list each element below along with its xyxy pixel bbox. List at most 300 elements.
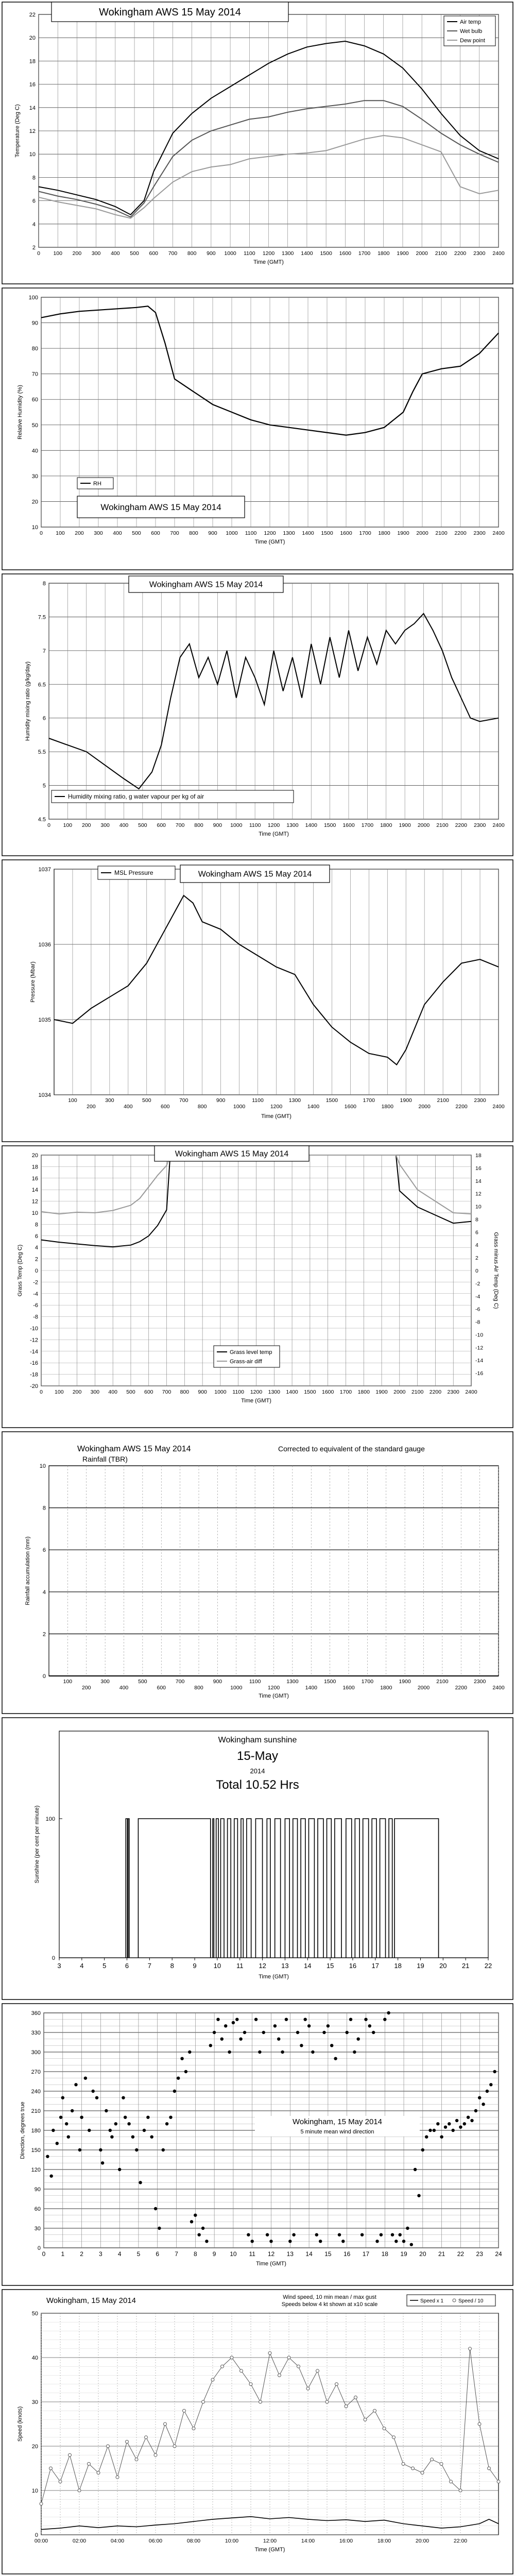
x-tick-label: 3 bbox=[99, 2250, 102, 2258]
direction-point bbox=[346, 2031, 349, 2034]
gust-point bbox=[431, 2458, 434, 2461]
x-tick-label: 1000 bbox=[230, 822, 243, 828]
y-tick-label: 150 bbox=[31, 2147, 41, 2154]
direction-point bbox=[428, 2129, 432, 2132]
x-tick-label: 1100 bbox=[245, 530, 257, 536]
y2-tick-label: -14 bbox=[475, 1358, 484, 1364]
direction-point bbox=[319, 2240, 322, 2243]
x-tick-label: 200 bbox=[81, 822, 91, 828]
x-tick-label: 1800 bbox=[380, 822, 392, 828]
x-tick-label: 100 bbox=[55, 1389, 64, 1395]
gust-point bbox=[306, 2387, 310, 2390]
direction-point bbox=[169, 2116, 172, 2119]
mixing-ratio-chart bbox=[0, 572, 515, 858]
y-tick-label: 2 bbox=[35, 1256, 38, 1263]
x-tick-label: 400 bbox=[111, 250, 120, 257]
direction-point bbox=[315, 2233, 318, 2236]
legend-label: Grass-air diff bbox=[230, 1359, 262, 1365]
x-tick-label: 12:00 bbox=[263, 2538, 277, 2544]
x-tick-label: 1800 bbox=[357, 1389, 370, 1395]
gust-point bbox=[411, 2467, 415, 2470]
y-axis-label: Rainfall accumulation (mm) bbox=[25, 1536, 31, 1605]
direction-point bbox=[220, 2038, 224, 2041]
direction-point bbox=[486, 2090, 489, 2093]
x-tick-label: 1900 bbox=[397, 530, 409, 536]
x-tick-label: 700 bbox=[179, 1097, 188, 1104]
x-tick-label: 2200 bbox=[429, 1389, 442, 1395]
direction-point bbox=[92, 2090, 95, 2093]
gust-point bbox=[221, 2365, 224, 2368]
x-tick-label: 19 bbox=[417, 1962, 424, 1970]
y-tick-label: 60 bbox=[31, 397, 38, 403]
direction-point bbox=[269, 2240, 272, 2243]
wind-direction-chart bbox=[0, 2002, 515, 2287]
direction-point bbox=[71, 2109, 74, 2112]
direction-point bbox=[188, 2050, 191, 2054]
x-tick-label: 2200 bbox=[455, 1685, 467, 1691]
chart-note: Wind speed, 10 min mean / max gust bbox=[283, 2294, 376, 2300]
x-tick-label: 21 bbox=[438, 2250, 445, 2258]
legend-label: Grass level temp bbox=[230, 1349, 272, 1355]
gust-point bbox=[316, 2369, 319, 2372]
y-tick-label: 360 bbox=[31, 2010, 41, 2016]
x-tick-label: 200 bbox=[72, 250, 82, 257]
x-tick-label: 1700 bbox=[358, 250, 371, 257]
x-axis-label: Time (GMT) bbox=[259, 1974, 289, 1980]
gust-point bbox=[364, 2418, 367, 2421]
x-tick-label: 24 bbox=[495, 2250, 502, 2258]
direction-point bbox=[258, 2050, 261, 2054]
x-tick-label: 1700 bbox=[363, 1097, 375, 1104]
x-tick-label: 700 bbox=[162, 1389, 171, 1395]
y-tick-label: 60 bbox=[34, 2206, 41, 2212]
x-tick-label: 1700 bbox=[339, 1389, 352, 1395]
x-tick-label: 1900 bbox=[399, 822, 411, 828]
x-tick-label: 700 bbox=[175, 1679, 185, 1685]
x-tick-label: 19 bbox=[400, 2250, 407, 2258]
x-tick-label: 1200 bbox=[262, 250, 275, 257]
y-tick-label: 16 bbox=[29, 81, 36, 88]
gust-point bbox=[450, 2480, 453, 2483]
x-tick-label: 1300 bbox=[282, 250, 294, 257]
gust-point bbox=[392, 2436, 396, 2439]
gust-point bbox=[107, 2445, 110, 2448]
chart-title: Wokingham AWS 15 May 2014 bbox=[100, 502, 221, 512]
direction-point bbox=[78, 2148, 81, 2151]
direction-point bbox=[463, 2122, 466, 2125]
x-tick-label: 2100 bbox=[435, 250, 448, 257]
y-tick-label: 10 bbox=[31, 2488, 38, 2494]
x-tick-label: 1900 bbox=[397, 250, 409, 257]
x-tick-label: 2300 bbox=[473, 822, 486, 828]
direction-point bbox=[139, 2181, 142, 2184]
y-tick-label: -18 bbox=[30, 1371, 38, 1378]
direction-point bbox=[402, 2240, 405, 2243]
y-tick-label: 40 bbox=[31, 2355, 38, 2361]
x-tick-label: 1 bbox=[61, 2250, 65, 2258]
x-tick-label: 900 bbox=[213, 822, 222, 828]
y-tick-label: 5 bbox=[42, 783, 46, 789]
gust-point bbox=[68, 2453, 72, 2456]
gust-point bbox=[421, 2471, 424, 2475]
x-tick-label: 600 bbox=[160, 1104, 170, 1110]
direction-point bbox=[436, 2122, 439, 2125]
x-tick-label: 1300 bbox=[286, 1679, 299, 1685]
y-tick-label: 300 bbox=[31, 2049, 41, 2056]
legend-label: RH bbox=[93, 481, 101, 487]
x-tick-label: 600 bbox=[144, 1389, 153, 1395]
x-tick-label: 300 bbox=[90, 1389, 100, 1395]
direction-point bbox=[56, 2142, 59, 2145]
direction-point bbox=[482, 2103, 485, 2106]
direction-point bbox=[251, 2240, 254, 2243]
y-tick-label: 50 bbox=[31, 422, 38, 429]
gust-point bbox=[97, 2471, 100, 2475]
direction-point bbox=[399, 2233, 402, 2236]
gust-point bbox=[183, 2409, 186, 2412]
rainfall-chart bbox=[0, 1430, 515, 1716]
y-tick-label: 80 bbox=[31, 346, 38, 352]
x-tick-label: 00:00 bbox=[34, 2538, 48, 2544]
y2-tick-label: 0 bbox=[475, 1268, 478, 1274]
x-tick-label: 1900 bbox=[400, 1097, 412, 1104]
direction-point bbox=[50, 2175, 53, 2178]
direction-point bbox=[417, 2194, 420, 2197]
direction-point bbox=[52, 2129, 55, 2132]
x-tick-label: 700 bbox=[170, 530, 179, 536]
gust-point bbox=[173, 2445, 176, 2448]
y-tick-label: 6 bbox=[42, 715, 46, 722]
x-axis-label: Time (GMT) bbox=[241, 1398, 271, 1404]
y-tick-label: 30 bbox=[31, 473, 38, 480]
x-tick-label: 900 bbox=[207, 250, 216, 257]
x-tick-label: 10 bbox=[230, 2250, 237, 2258]
y2-tick-label: -12 bbox=[475, 1345, 484, 1351]
gust-point bbox=[40, 2502, 43, 2505]
y2-tick-label: 10 bbox=[475, 1204, 482, 1210]
gust-point bbox=[402, 2462, 405, 2465]
x-tick-label: 02:00 bbox=[72, 2538, 87, 2544]
y-tick-label: 14 bbox=[29, 105, 36, 111]
y-tick-label: 40 bbox=[31, 448, 38, 454]
gust-point bbox=[240, 2369, 243, 2372]
x-tick-label: 100 bbox=[53, 250, 62, 257]
legend-label: Speed / 10 bbox=[458, 2298, 484, 2304]
chart-title: Wokingham sunshine bbox=[218, 1736, 297, 1744]
x-tick-label: 4 bbox=[117, 2250, 122, 2258]
x-tick-label: 700 bbox=[175, 822, 185, 828]
gust-point bbox=[354, 2396, 357, 2399]
x-tick-label: 2400 bbox=[465, 1389, 477, 1395]
legend-label: Air temp bbox=[460, 19, 481, 25]
y-tick-label: 2 bbox=[32, 245, 36, 251]
direction-point bbox=[146, 2116, 149, 2119]
x-tick-label: 4 bbox=[80, 1962, 84, 1970]
x-tick-label: 400 bbox=[124, 1104, 133, 1110]
x-tick-label: 1100 bbox=[249, 1679, 261, 1685]
y-tick-label: 1034 bbox=[38, 1092, 51, 1098]
x-tick-label: 15 bbox=[326, 1962, 334, 1970]
gust-point bbox=[383, 2427, 386, 2430]
direction-point bbox=[307, 2024, 311, 2027]
y-axis-label: Speed (knots) bbox=[17, 2406, 23, 2442]
x-tick-label: 100 bbox=[68, 1097, 77, 1104]
direction-point bbox=[243, 2031, 246, 2034]
direction-point bbox=[122, 2096, 125, 2099]
x-tick-label: 0 bbox=[42, 2250, 46, 2258]
direction-point bbox=[410, 2243, 413, 2246]
direction-point bbox=[84, 2077, 87, 2080]
x-tick-label: 2300 bbox=[473, 250, 486, 257]
direction-point bbox=[266, 2233, 269, 2236]
y-tick-label: 22 bbox=[29, 12, 36, 18]
direction-point bbox=[198, 2233, 201, 2236]
direction-point bbox=[493, 2070, 496, 2073]
direction-point bbox=[95, 2096, 98, 2099]
y-tick-label: 0 bbox=[37, 2245, 41, 2251]
y-tick-label: 10 bbox=[39, 1463, 46, 1469]
x-tick-label: 11 bbox=[236, 1962, 244, 1970]
direction-point bbox=[235, 2018, 238, 2021]
y2-tick-label: 18 bbox=[475, 1153, 482, 1159]
x-tick-label: 2000 bbox=[416, 530, 428, 536]
x-tick-label: 22:00 bbox=[453, 2538, 468, 2544]
x-tick-label: 1400 bbox=[307, 1104, 320, 1110]
direction-point bbox=[114, 2122, 117, 2125]
y-tick-label: 20 bbox=[31, 2444, 38, 2450]
direction-point bbox=[118, 2168, 121, 2171]
x-tick-label: 1600 bbox=[342, 1685, 355, 1691]
x-tick-label: 400 bbox=[119, 822, 129, 828]
gust-point bbox=[297, 2365, 300, 2368]
gust-point bbox=[116, 2476, 119, 2479]
x-tick-label: 1000 bbox=[233, 1104, 246, 1110]
x-tick-label: 2100 bbox=[411, 1389, 424, 1395]
x-tick-label: 500 bbox=[138, 1679, 147, 1685]
y-tick-label: 10 bbox=[29, 151, 36, 158]
x-tick-label: 1500 bbox=[323, 822, 336, 828]
y-tick-label: 20 bbox=[29, 35, 36, 42]
direction-point bbox=[304, 2018, 307, 2021]
y-tick-label: 6.5 bbox=[38, 682, 46, 688]
x-tick-label: 5 bbox=[102, 1962, 107, 1970]
y-tick-label: 16 bbox=[31, 1175, 38, 1182]
direction-point bbox=[360, 2233, 364, 2236]
y2-tick-label: 12 bbox=[475, 1191, 482, 1197]
gust-point bbox=[88, 2462, 91, 2465]
y-tick-label: 7.5 bbox=[38, 614, 46, 621]
chart-title: Wokingham, 15 May 2014 bbox=[293, 2117, 382, 2126]
x-tick-label: 22 bbox=[484, 1962, 492, 1970]
y-tick-label: 0 bbox=[35, 2532, 38, 2538]
x-tick-label: 0 bbox=[40, 1389, 43, 1395]
x-tick-label: 800 bbox=[189, 530, 198, 536]
x-tick-label: 2200 bbox=[455, 822, 467, 828]
y-tick-label: 1036 bbox=[38, 942, 51, 948]
x-axis-label: Time (GMT) bbox=[256, 2261, 286, 2267]
direction-point bbox=[88, 2129, 91, 2132]
x-tick-label: 300 bbox=[91, 250, 101, 257]
x-tick-label: 0 bbox=[40, 530, 43, 536]
x-tick-label: 13 bbox=[281, 1962, 289, 1970]
gust-point bbox=[202, 2400, 205, 2403]
x-tick-label: 900 bbox=[216, 1097, 226, 1104]
y-tick-label: 0 bbox=[42, 1673, 46, 1680]
x-tick-label: 08:00 bbox=[186, 2538, 201, 2544]
y-tick-label: 20 bbox=[31, 1153, 38, 1159]
y-tick-label: 20 bbox=[31, 499, 38, 505]
x-tick-label: 1400 bbox=[301, 250, 313, 257]
y-tick-label: 100 bbox=[28, 295, 38, 301]
direction-point bbox=[154, 2207, 157, 2210]
y2-tick-label: -8 bbox=[475, 1319, 480, 1326]
x-tick-label: 900 bbox=[213, 1679, 222, 1685]
chart-subtitle: 5 minute mean wind direction bbox=[300, 2129, 374, 2135]
direction-point bbox=[440, 2136, 443, 2139]
x-tick-label: 1100 bbox=[249, 822, 261, 828]
x-tick-label: 20:00 bbox=[415, 2538, 430, 2544]
direction-point bbox=[180, 2057, 183, 2060]
x-tick-label: 1800 bbox=[381, 1104, 393, 1110]
x-tick-label: 400 bbox=[108, 1389, 117, 1395]
x-tick-label: 2000 bbox=[393, 1389, 406, 1395]
x-tick-label: 23 bbox=[476, 2250, 483, 2258]
direction-point bbox=[124, 2116, 127, 2119]
x-tick-label: 2400 bbox=[492, 1685, 505, 1691]
chart-subtitle: Rainfall (TBR) bbox=[82, 1455, 128, 1463]
temperature-chart bbox=[0, 0, 515, 286]
y-tick-label: 18 bbox=[31, 1164, 38, 1171]
direction-point bbox=[216, 2018, 219, 2021]
x-tick-label: 800 bbox=[187, 250, 197, 257]
x-tick-label: 1400 bbox=[305, 1685, 317, 1691]
direction-point bbox=[67, 2136, 70, 2139]
plot-area bbox=[59, 1731, 488, 1958]
direction-point bbox=[372, 2031, 375, 2034]
direction-point bbox=[65, 2122, 68, 2125]
x-tick-label: 300 bbox=[100, 1679, 110, 1685]
x-tick-label: 1500 bbox=[325, 1097, 338, 1104]
y2-axis-label: Grass minus Air Temp (Deg C) bbox=[493, 1232, 499, 1309]
x-tick-label: 1100 bbox=[252, 1097, 264, 1104]
direction-point bbox=[205, 2240, 208, 2243]
y-tick-label: 330 bbox=[31, 2030, 41, 2036]
y-tick-label: 6 bbox=[35, 1233, 38, 1240]
gust-point bbox=[59, 2480, 62, 2483]
legend-label: Dew point bbox=[460, 38, 485, 44]
direction-point bbox=[322, 2031, 325, 2034]
direction-point bbox=[173, 2090, 176, 2093]
x-tick-label: 300 bbox=[100, 822, 110, 828]
gust-point bbox=[325, 2400, 329, 2403]
y-tick-label: 90 bbox=[34, 2187, 41, 2193]
x-tick-label: 800 bbox=[180, 1389, 190, 1395]
y2-tick-label: 14 bbox=[475, 1178, 482, 1184]
x-tick-label: 1400 bbox=[305, 822, 317, 828]
x-tick-label: 2100 bbox=[436, 822, 449, 828]
y2-tick-label: -4 bbox=[475, 1293, 480, 1300]
chart-note: Speeds below 4 kt shown at x10 scale bbox=[281, 2301, 378, 2308]
x-tick-label: 2400 bbox=[492, 530, 505, 536]
y-tick-label: 70 bbox=[31, 371, 38, 378]
gust-point bbox=[373, 2409, 376, 2412]
y-axis-label: Relative Humidity (%) bbox=[17, 385, 23, 439]
direction-point bbox=[99, 2148, 102, 2151]
direction-point bbox=[80, 2116, 83, 2119]
direction-point bbox=[311, 2050, 314, 2054]
x-tick-label: 600 bbox=[157, 822, 166, 828]
direction-point bbox=[201, 2227, 204, 2230]
x-tick-label: 1200 bbox=[264, 530, 276, 536]
x-axis-label: Time (GMT) bbox=[259, 1693, 289, 1699]
x-tick-label: 2100 bbox=[436, 1679, 449, 1685]
y-tick-label: 4 bbox=[35, 1245, 38, 1251]
x-tick-label: 500 bbox=[142, 1097, 151, 1104]
y-axis-label: Temperature (Deg C) bbox=[14, 104, 21, 158]
x-tick-label: 1500 bbox=[323, 1679, 336, 1685]
y-axis-label: Direction, degrees true bbox=[20, 2102, 26, 2159]
y-axis-label: Grass Temp (Deg C) bbox=[17, 1244, 23, 1297]
gust-point bbox=[459, 2489, 462, 2492]
x-tick-label: 600 bbox=[151, 530, 160, 536]
x-tick-label: 16 bbox=[349, 1962, 357, 1970]
direction-point bbox=[421, 2148, 424, 2151]
gust-point bbox=[469, 2347, 472, 2350]
y2-tick-label: 6 bbox=[475, 1229, 478, 1236]
x-tick-label: 600 bbox=[149, 250, 159, 257]
sunshine-chart bbox=[0, 1716, 515, 2002]
direction-point bbox=[184, 2070, 187, 2073]
direction-point bbox=[59, 2116, 62, 2119]
x-tick-label: 1200 bbox=[267, 1685, 280, 1691]
direction-point bbox=[467, 2116, 470, 2119]
direction-point bbox=[459, 2126, 462, 2129]
y2-tick-label: 16 bbox=[475, 1165, 482, 1172]
x-tick-label: 1700 bbox=[361, 822, 374, 828]
gust-point bbox=[230, 2356, 233, 2359]
y-tick-label: 4 bbox=[42, 1589, 46, 1596]
relative-humidity-chart bbox=[0, 286, 515, 572]
gust-point bbox=[488, 2467, 491, 2470]
y-tick-label: -10 bbox=[30, 1326, 38, 1332]
direction-point bbox=[349, 2018, 352, 2021]
x-tick-label: 500 bbox=[138, 822, 147, 828]
y-tick-label: 18 bbox=[29, 58, 36, 65]
direction-point bbox=[165, 2122, 168, 2125]
x-tick-label: 2300 bbox=[473, 1679, 486, 1685]
gust-point bbox=[278, 2374, 281, 2377]
gust-point bbox=[345, 2405, 348, 2408]
x-tick-label: 1900 bbox=[375, 1389, 388, 1395]
direction-point bbox=[285, 2018, 288, 2021]
x-tick-label: 21 bbox=[461, 1962, 470, 1970]
chart-year: 2014 bbox=[250, 1767, 265, 1775]
legend-swatch bbox=[453, 2299, 456, 2302]
x-tick-label: 100 bbox=[56, 530, 65, 536]
direction-point bbox=[425, 2136, 428, 2139]
direction-point bbox=[334, 2057, 337, 2060]
x-tick-label: 3 bbox=[57, 1962, 61, 1970]
y-tick-label: 8 bbox=[42, 581, 46, 587]
y-tick-label: 240 bbox=[31, 2089, 41, 2095]
y-axis-label: Pressure (Mbar) bbox=[30, 961, 36, 1003]
chart-title: Wokingham, 15 May 2014 bbox=[46, 2296, 136, 2305]
x-tick-label: 9 bbox=[193, 1962, 197, 1970]
direction-point bbox=[209, 2044, 212, 2047]
direction-point bbox=[254, 2018, 258, 2021]
x-tick-label: 2000 bbox=[416, 250, 428, 257]
pressure-chart bbox=[0, 858, 515, 1144]
